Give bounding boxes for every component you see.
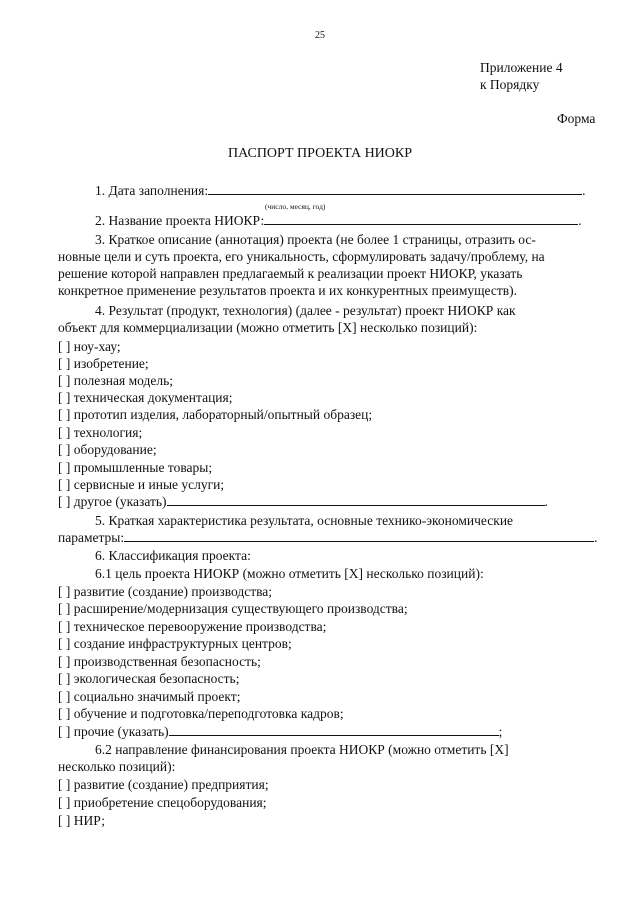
checkbox[interactable]: [ ] [58, 407, 71, 422]
checkbox[interactable]: [ ] [58, 619, 71, 634]
fill-date-row [95, 182, 585, 199]
description-line: новные цели и суть проекта, его уникальность, сформулировать задачу/проблему, на [58, 249, 545, 264]
goal-option-label: социально значимый проект; [73, 689, 241, 704]
goal-option [58, 705, 344, 722]
result-option-label: сервисные и иные услуги; [73, 477, 225, 492]
checkbox[interactable]: [ ] [58, 636, 71, 651]
result-option-label: полезная модель; [73, 373, 173, 388]
description-line: 3. Краткое описание (аннотация) проекта (не более 1 страницы, отразить ос- [95, 232, 536, 247]
result-other-end: . [544, 494, 548, 509]
result-option-label: ноу-хау; [73, 339, 121, 354]
result-other-field[interactable] [167, 493, 545, 506]
checkbox[interactable]: [ ] [58, 373, 71, 388]
fill-date-label: 1. Дата заполнения: [95, 183, 209, 198]
checkbox[interactable]: [ ] [58, 795, 71, 810]
result-option-label: оборудование; [73, 442, 157, 457]
funding-heading: 6.2 направление финансирования проекта НИОКР (можно отметить [X] [95, 742, 509, 757]
goal-option-label: обучение и подготовка/переподготовка кадров; [73, 706, 344, 721]
project-name-end: . [578, 213, 582, 228]
result-option-label: технология; [73, 425, 143, 440]
result-line: 4. Результат (продукт, технология) (далее - результат) проект НИОКР как [95, 303, 516, 318]
funding-heading-cont: несколько позиций): [58, 759, 176, 774]
funding-option-label: приобретение спецоборудования; [73, 795, 267, 810]
project-name-row [95, 212, 582, 229]
checkbox[interactable]: [ ] [58, 671, 71, 686]
checkbox[interactable]: [ ] [58, 356, 71, 371]
document-title: ПАСПОРТ ПРОЕКТА НИОКР [227, 146, 413, 161]
checkbox[interactable]: [ ] [58, 706, 71, 721]
result-option-label: другое (указать) [73, 494, 167, 509]
goal-option-label: техническое перевооружение производства; [73, 619, 327, 634]
goal-option [58, 618, 326, 635]
description-line: решение которой направлен предлагаемый к реализации проект НИОКР, указать [58, 266, 523, 281]
fill-date-field[interactable] [208, 182, 582, 195]
appendix-reference: к Порядку [480, 77, 540, 92]
project-name-field[interactable] [264, 212, 578, 225]
goal-option [58, 583, 272, 600]
appendix-number: Приложение 4 [480, 60, 563, 75]
result-option [58, 459, 212, 476]
characteristics-row [58, 529, 598, 546]
goal-option [58, 688, 240, 705]
result-option [58, 372, 173, 389]
goal-option-label: развитие (создание) производства; [73, 584, 273, 599]
checkbox[interactable]: [ ] [58, 601, 71, 616]
checkbox[interactable]: [ ] [58, 339, 71, 354]
result-option-label: прототип изделия, лабораторный/опытный образец; [73, 407, 373, 422]
checkbox[interactable]: [ ] [58, 654, 71, 669]
fill-date-end: . [582, 183, 586, 198]
goal-option [58, 670, 239, 687]
result-option [58, 338, 121, 355]
checkbox[interactable]: [ ] [58, 442, 71, 457]
funding-option-label: развитие (создание) предприятия; [73, 777, 269, 792]
goal-option-label: прочие (указать) [73, 724, 169, 739]
result-option [58, 355, 149, 372]
goal-option-label: расширение/модернизация существующего производства; [73, 601, 408, 616]
goal-other-end: ; [498, 724, 503, 739]
checkbox[interactable]: [ ] [58, 390, 71, 405]
goal-other-field[interactable] [169, 723, 499, 736]
checkbox[interactable]: [ ] [58, 689, 71, 704]
checkbox[interactable]: [ ] [58, 777, 71, 792]
checkbox[interactable]: [ ] [58, 724, 71, 739]
characteristics-label: параметры: [58, 530, 125, 545]
result-option [58, 441, 157, 458]
result-option-label: изобретение; [73, 356, 149, 371]
characteristics-line: 5. Краткая характеристика результата, основные технико-экономические [95, 513, 514, 528]
funding-option [58, 776, 269, 793]
goal-option [58, 600, 408, 617]
result-option-label: промышленные товары; [73, 460, 213, 475]
funding-option-label: НИР; [73, 813, 106, 828]
result-option [58, 493, 548, 510]
checkbox[interactable]: [ ] [58, 494, 71, 509]
goal-option-label: создание инфраструктурных центров; [73, 636, 292, 651]
result-line: объект для коммерциализации (можно отметить [X] несколько позиций): [58, 320, 478, 335]
checkbox[interactable]: [ ] [58, 460, 71, 475]
funding-option [58, 812, 105, 829]
page-number: 25 [315, 30, 325, 41]
funding-option [58, 794, 267, 811]
goal-option-label: экологическая безопасность; [73, 671, 240, 686]
result-option [58, 476, 224, 493]
characteristics-end: . [594, 530, 598, 545]
result-option [58, 389, 233, 406]
project-name-label: 2. Название проекта НИОКР: [95, 213, 265, 228]
goal-heading: 6.1 цель проекта НИОКР (можно отметить [X] несколько позиций): [95, 566, 484, 581]
fill-date-hint: (число, месяц, год) [265, 202, 326, 211]
result-option [58, 406, 372, 423]
goal-option-label: производственная безопасность; [73, 654, 261, 669]
goal-option [58, 635, 292, 652]
checkbox[interactable]: [ ] [58, 584, 71, 599]
goal-option [58, 653, 261, 670]
result-option-label: техническая документация; [73, 390, 233, 405]
checkbox[interactable]: [ ] [58, 813, 71, 828]
characteristics-field[interactable] [124, 529, 594, 542]
goal-option [58, 723, 502, 740]
checkbox[interactable]: [ ] [58, 477, 71, 492]
description-line: конкретное применение результатов проекта и их конкурентных преимуществ). [58, 283, 517, 298]
classification-heading: 6. Классификация проекта: [95, 548, 251, 563]
result-option [58, 424, 142, 441]
form-label: Форма [557, 111, 596, 126]
checkbox[interactable]: [ ] [58, 425, 71, 440]
